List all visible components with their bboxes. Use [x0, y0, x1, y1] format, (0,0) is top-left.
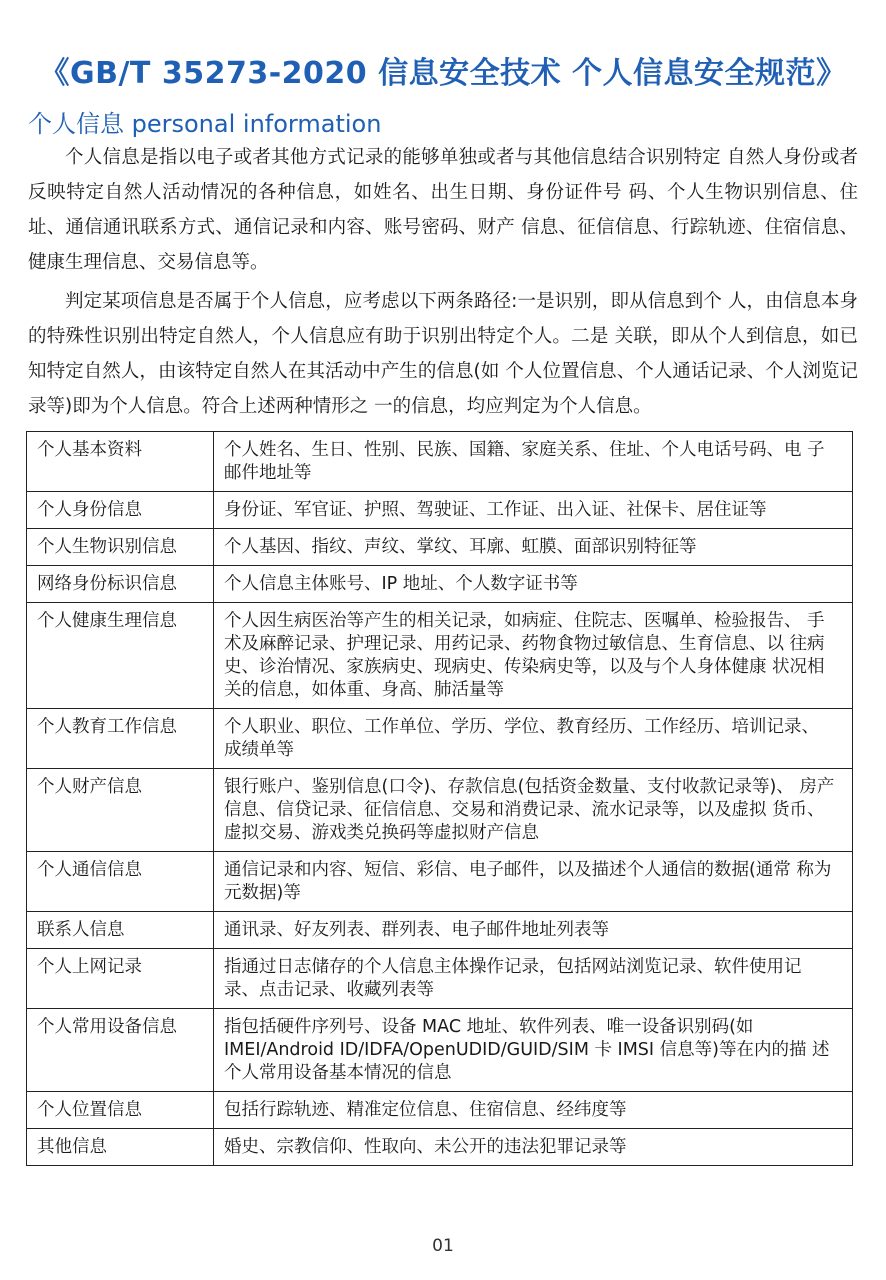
category-cell: 其他信息 — [27, 1129, 214, 1166]
content-cell: 个人基因、指纹、声纹、掌纹、耳廓、虹膜、面部识别特征等 — [214, 529, 853, 566]
category-cell: 个人位置信息 — [27, 1092, 214, 1129]
table-row — [27, 949, 853, 1009]
category-cell: 个人生物识别信息 — [27, 529, 214, 566]
category-cell: 个人身份信息 — [27, 492, 214, 529]
content-cell: 个人姓名、生日、性别、民族、国籍、家庭关系、住址、个人电话号码、电 子邮件地址等 — [214, 432, 853, 492]
page-number: 01 — [432, 1236, 454, 1256]
content-cell: 通讯录、好友列表、群列表、电子邮件地址列表等 — [214, 912, 853, 949]
table-row — [27, 566, 853, 603]
table-row — [27, 603, 853, 709]
table-row — [27, 492, 853, 529]
content-cell: 通信记录和内容、短信、彩信、电子邮件，以及描述个人通信的数据(通常 称为元数据)等 — [214, 852, 853, 912]
definition-paragraph: 个人信息是指以电子或者其他方式记录的能够单独或者与其他信息结合识别特定 自然人身份或者反映特定自然人活动情况的各种信息，如姓名、出生日期、身份证件号 码、个人生物识别信息、住址、通信通讯联系方式、通信记录和内容、账号密码、财产 信息、征信信息、行踪轨迹、住宿信息、健康生理信息、交易信息等。 — [28, 147, 858, 273]
table-row — [27, 529, 853, 566]
category-cell: 联系人信息 — [27, 912, 214, 949]
content-cell: 指包括硬件序列号、设备 MAC 地址、软件列表、唯一设备识别码(如 IMEI/Android ID/IDFA/OpenUDID/GUID/SIM 卡 IMSI 信息等)等在内的描 述个人常用设备基本情况的信息 — [214, 1009, 853, 1092]
content-cell: 银行账户、鉴别信息(口令)、存款信息(包括资金数量、支付收款记录等)、 房产信息、信贷记录、征信信息、交易和消费记录、流水记录等，以及虚拟 货币、虚拟交易、游戏类兑换码等虚拟财产信息 — [214, 769, 853, 852]
category-cell: 个人财产信息 — [27, 769, 214, 852]
document-title: 《GB/T 35273-2020 信息安全技术 个人信息安全规范》 — [39, 56, 847, 91]
criteria-paragraph: 判定某项信息是否属于个人信息，应考虑以下两条路径:一是识别，即从信息到个 人，由信息本身的特殊性识别出特定自然人，个人信息应有助于识别出特定个人。二是 关联，即从个人到信息，如已知特定自然人，由该特定自然人在其活动中产生的信息(如 个人位置信息、个人通话记录、个人浏览记录等)即为个人信息。符合上述两种情形之 一的信息，均应判定为个人信息。 — [28, 291, 858, 417]
table-row — [27, 709, 853, 769]
section-heading: 个人信息 personal information — [28, 110, 382, 138]
category-cell: 个人通信信息 — [27, 852, 214, 912]
content-cell: 个人职业、职位、工作单位、学历、学位、教育经历、工作经历、培训记录、 成绩单等 — [214, 709, 853, 769]
table-row — [27, 1009, 853, 1092]
table-row — [27, 852, 853, 912]
content-cell: 婚史、宗教信仰、性取向、未公开的违法犯罪记录等 — [214, 1129, 853, 1166]
category-cell: 个人基本资料 — [27, 432, 214, 492]
content-cell: 指通过日志储存的个人信息主体操作记录，包括网站浏览记录、软件使用记 录、点击记录、收藏列表等 — [214, 949, 853, 1009]
category-cell: 网络身份标识信息 — [27, 566, 214, 603]
category-cell: 个人教育工作信息 — [27, 709, 214, 769]
table-row — [27, 1129, 853, 1166]
category-cell: 个人常用设备信息 — [27, 1009, 214, 1092]
category-cell: 个人上网记录 — [27, 949, 214, 1009]
table-row — [27, 769, 853, 852]
table-row — [27, 432, 853, 492]
category-cell: 个人健康生理信息 — [27, 603, 214, 709]
content-cell: 身份证、军官证、护照、驾驶证、工作证、出入证、社保卡、居住证等 — [214, 492, 853, 529]
content-cell: 个人因生病医治等产生的相关记录，如病症、住院志、医嘱单、检验报告、 手术及麻醉记录、护理记录、用药记录、药物食物过敏信息、生育信息、以 往病史、诊治情况、家族病史、现病史、传染病史等，以及与个人身体健康 状况相关的信息，如体重、身高、肺活量等 — [214, 603, 853, 709]
content-cell: 个人信息主体账号、IP 地址、个人数字证书等 — [214, 566, 853, 603]
table-row — [27, 912, 853, 949]
personal-info-table — [26, 431, 853, 1166]
table-row — [27, 1092, 853, 1129]
content-cell: 包括行踪轨迹、精准定位信息、住宿信息、经纬度等 — [214, 1092, 853, 1129]
